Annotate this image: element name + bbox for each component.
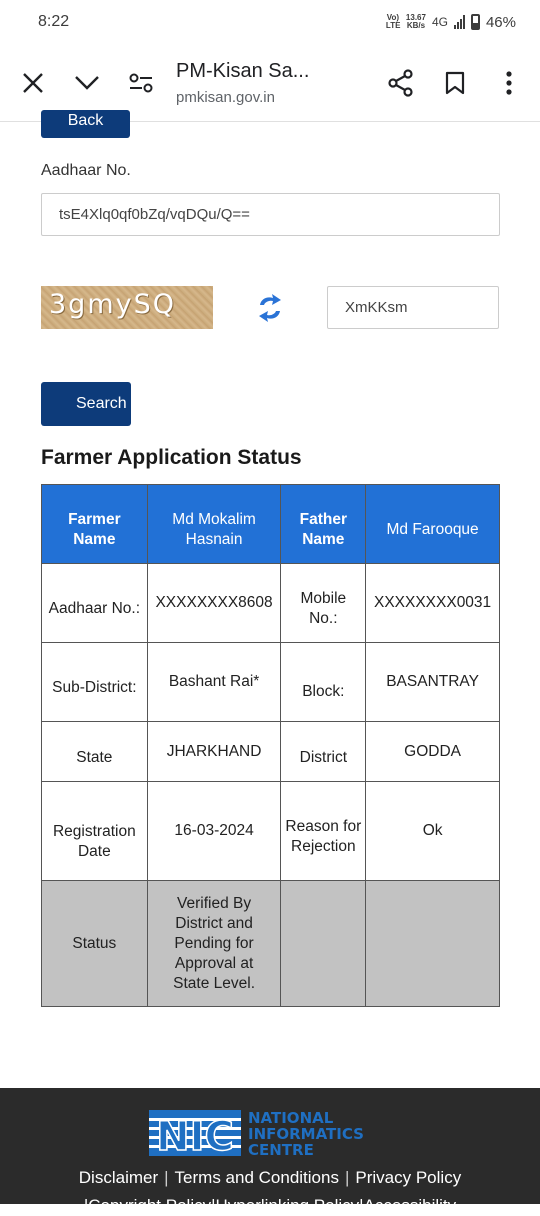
- chevron-down-icon[interactable]: [60, 56, 114, 110]
- table-cell: BASANTRAY: [366, 643, 500, 722]
- table-row: [42, 485, 500, 564]
- table-cell: Mobile No.:: [281, 564, 366, 643]
- table-cell: JHARKHAND: [147, 722, 281, 782]
- refresh-icon[interactable]: [254, 292, 286, 324]
- privacy-link[interactable]: Privacy Policy: [355, 1168, 462, 1187]
- table-cell: Verified By District and Pending for Approval at State Level.: [147, 881, 281, 1007]
- table-cell: Aadhaar No.:: [42, 564, 148, 643]
- accessibility-link[interactable]: Accessibility: [363, 1196, 457, 1215]
- table-cell: [281, 881, 366, 1007]
- speed-value: 13.67: [405, 13, 426, 22]
- aadhaar-label: Aadhaar No.: [41, 162, 131, 179]
- speed-unit: KB/s: [406, 21, 426, 30]
- table-cell: Father Name: [281, 485, 366, 564]
- farmer-status-table: [41, 484, 500, 1007]
- hyperlinking-link[interactable]: Hyperlinking Policy: [215, 1196, 360, 1215]
- bookmark-icon[interactable]: [428, 56, 482, 110]
- more-options-icon[interactable]: [482, 56, 536, 110]
- section-title: Farmer Application Status: [41, 446, 302, 469]
- table-row: [42, 722, 500, 782]
- table-row: [42, 564, 500, 643]
- disclaimer-link[interactable]: Disclaimer: [78, 1168, 159, 1187]
- page-content: [0, 112, 540, 1088]
- clock: 8:22: [38, 13, 70, 30]
- status-icons: [386, 14, 516, 31]
- table-cell: Reason for Rejection: [281, 782, 366, 881]
- table-row: [42, 643, 500, 722]
- table-cell: Md Mokalim Hasnain: [147, 485, 281, 564]
- search-button[interactable]: Search: [41, 382, 131, 426]
- table-cell: [366, 881, 500, 1007]
- separator: |: [211, 1196, 216, 1215]
- table-row: [42, 881, 500, 1007]
- volte-indicator: Vo) LTE: [385, 13, 401, 30]
- nic-logo-text: NIC: [156, 1114, 234, 1160]
- table-row: [42, 782, 500, 881]
- signal-icon: [454, 15, 465, 29]
- table-cell: Farmer Name: [42, 485, 148, 564]
- table-cell: XXXXXXXX0031: [366, 564, 500, 643]
- copyright-link[interactable]: Copyright Policy: [88, 1196, 212, 1215]
- close-icon[interactable]: [6, 56, 60, 110]
- table-cell: Registration Date: [42, 782, 148, 881]
- table-cell: State: [42, 722, 148, 782]
- page-url: pmkisan.gov.in: [176, 88, 275, 106]
- nic-logo-line1: NATIONAL: [248, 1109, 334, 1127]
- separator: |: [83, 1196, 89, 1215]
- separator: |: [359, 1196, 364, 1215]
- page-title: PM-Kisan Sa...: [176, 59, 310, 82]
- table-cell: Md Farooque: [366, 485, 500, 564]
- back-button[interactable]: Back: [41, 110, 130, 138]
- footer-links-secondary: [0, 1196, 540, 1216]
- table-cell: Ok: [366, 782, 500, 881]
- separator: |: [344, 1168, 350, 1187]
- captcha-image: 3gmySQ: [41, 286, 213, 329]
- page-title-area[interactable]: [168, 60, 374, 106]
- aadhaar-input[interactable]: tsE4Xlq0qf0bZq/vqDQu/Q==: [41, 193, 500, 236]
- site-settings-icon[interactable]: [114, 56, 168, 110]
- network-type: 4G: [431, 15, 448, 29]
- table-cell: XXXXXXXX8608: [147, 564, 281, 643]
- table-cell: Sub-District:: [42, 643, 148, 722]
- table-cell: Bashant Rai*: [147, 643, 281, 722]
- nic-logo-line3: CENTRE: [248, 1141, 314, 1159]
- nic-logo: [149, 1108, 394, 1158]
- nic-logo-line2: INFORMATICS: [248, 1125, 364, 1143]
- separator: |: [164, 1168, 169, 1187]
- table-cell: GODDA: [366, 722, 500, 782]
- table-cell: Status: [42, 881, 148, 1007]
- status-bar: [0, 0, 540, 44]
- site-footer: [0, 1088, 540, 1215]
- table-cell: District: [281, 722, 366, 782]
- battery-icon: [471, 14, 480, 30]
- network-speed: [406, 14, 426, 30]
- captcha-input[interactable]: XmKKsm: [327, 286, 499, 329]
- terms-link[interactable]: Terms and Conditions: [174, 1168, 339, 1187]
- share-icon[interactable]: [374, 56, 428, 110]
- footer-links: [0, 1168, 540, 1188]
- battery-level: 46%: [485, 13, 516, 31]
- table-cell: 16-03-2024: [147, 782, 281, 881]
- table-cell: Block:: [281, 643, 366, 722]
